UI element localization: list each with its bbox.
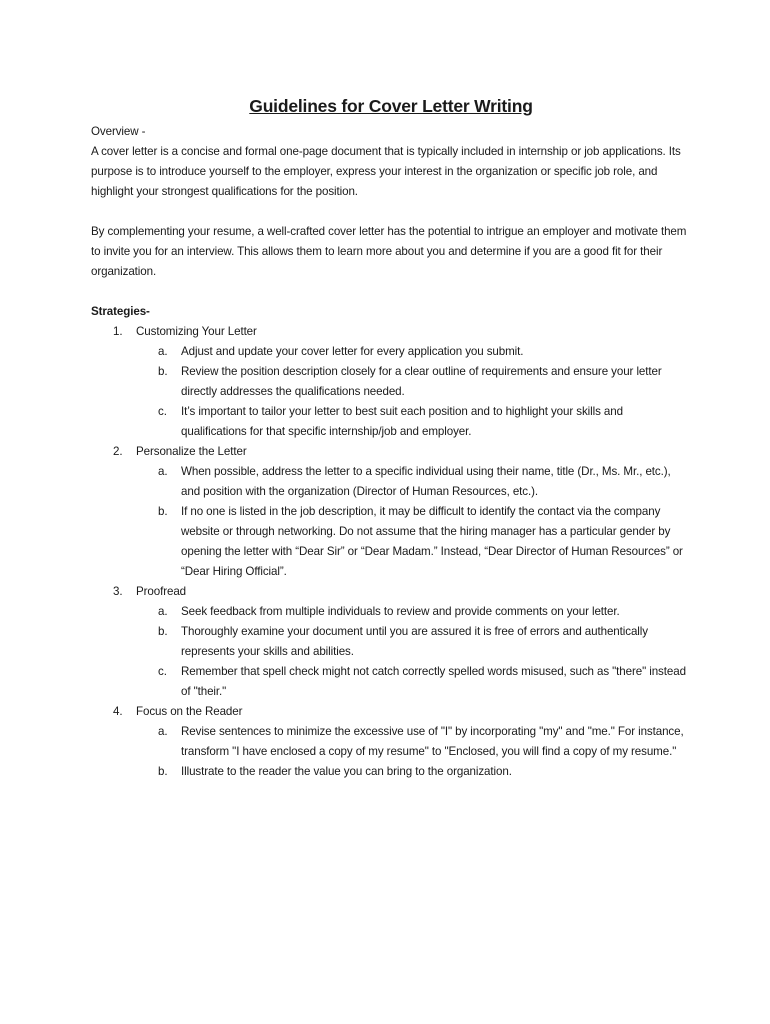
- strategies-list: [91, 322, 691, 782]
- section-spacer: [91, 282, 691, 302]
- overview-heading: Overview -: [91, 125, 146, 138]
- subitem-letter: c.: [158, 405, 167, 418]
- strategy-label: Proofread: [136, 585, 187, 598]
- overview-section: [91, 122, 691, 282]
- strategy-item-personalize: [91, 442, 691, 582]
- strategy-item-customizing: [91, 322, 691, 442]
- list-item: [136, 722, 691, 762]
- subitem-text: If no one is listed in the job description, it may be difficult to identify the contact via the company website or through networking. Do not assume that the hiring manager has a particular gender by opening the letter with “Dear Sir” or “Dear Madam.” Instead, “Dear Director of Human Resources” or “Dear Hiring Official”.: [181, 505, 683, 578]
- subitem-letter: a.: [158, 605, 168, 618]
- list-item: [136, 622, 691, 662]
- subitem-letter: b.: [158, 505, 168, 518]
- strategy-label: Focus on the Reader: [136, 705, 243, 718]
- overview-paragraph-1: A cover letter is a concise and formal one-page document that is typically included in internship or job applications. Its purpose is to introduce yourself to the employer, express your interest in the organization or specific job role, and highlight your strongest qualifications for the position.: [91, 145, 681, 198]
- strategies-section: [91, 302, 691, 782]
- strategy-number: 4.: [113, 705, 123, 718]
- paragraph-spacer: [91, 202, 691, 222]
- list-item: [136, 502, 691, 582]
- list-item: [136, 602, 691, 622]
- list-item: [136, 402, 691, 442]
- subitem-letter: b.: [158, 365, 168, 378]
- subitem-letter: b.: [158, 765, 168, 778]
- subitem-letter: c.: [158, 665, 167, 678]
- strategy-label: Personalize the Letter: [136, 445, 247, 458]
- subitem-text: Remember that spell check might not catch correctly spelled words misused, such as "there" instead of "their.": [181, 665, 686, 698]
- strategy-subitems: [136, 722, 691, 782]
- subitem-letter: a.: [158, 345, 168, 358]
- strategy-number: 1.: [113, 325, 123, 338]
- subitem-text: Revise sentences to minimize the excessive use of "I" by incorporating "my" and "me." For instance, transform "I have enclosed a copy of my resume" to "Enclosed, you will find a copy of my resume.": [181, 725, 684, 758]
- strategy-item-focus-reader: [91, 702, 691, 782]
- subitem-text: When possible, address the letter to a specific individual using their name, title (Dr., Ms. Mr., etc.), and position with the organization (Director of Human Resources, etc.).: [181, 465, 671, 498]
- document-page: [91, 94, 691, 782]
- subitem-text: Illustrate to the reader the value you can bring to the organization.: [181, 765, 512, 778]
- list-item: [136, 342, 691, 362]
- document-title: Guidelines for Cover Letter Writing: [249, 96, 533, 116]
- strategy-subitems: [136, 602, 691, 702]
- strategy-item-proofread: [91, 582, 691, 702]
- subitem-letter: a.: [158, 725, 168, 738]
- strategy-number: 3.: [113, 585, 123, 598]
- subitem-text: Adjust and update your cover letter for every application you submit.: [181, 345, 524, 358]
- subitem-text: Thoroughly examine your document until you are assured it is free of errors and authentically represents your skills and abilities.: [181, 625, 648, 658]
- subitem-text: It’s important to tailor your letter to best suit each position and to highlight your skills and qualifications for that specific internship/job and employer.: [181, 405, 623, 438]
- strategy-subitems: [136, 462, 691, 582]
- subitem-text: Review the position description closely for a clear outline of requirements and ensure your letter directly addresses the qualifications needed.: [181, 365, 662, 398]
- list-item: [136, 462, 691, 502]
- subitem-text: Seek feedback from multiple individuals to review and provide comments on your letter.: [181, 605, 620, 618]
- strategy-number: 2.: [113, 445, 123, 458]
- list-item: [136, 762, 691, 782]
- strategy-subitems: [136, 342, 691, 442]
- list-item: [136, 662, 691, 702]
- strategies-heading: Strategies-: [91, 305, 150, 318]
- overview-paragraph-2: By complementing your resume, a well-crafted cover letter has the potential to intrigue an employer and motivate them to invite you for an interview. This allows them to learn more about you and determine if you are a good fit for their organization.: [91, 225, 687, 278]
- subitem-letter: b.: [158, 625, 168, 638]
- strategy-label: Customizing Your Letter: [136, 325, 257, 338]
- subitem-letter: a.: [158, 465, 168, 478]
- list-item: [136, 362, 691, 402]
